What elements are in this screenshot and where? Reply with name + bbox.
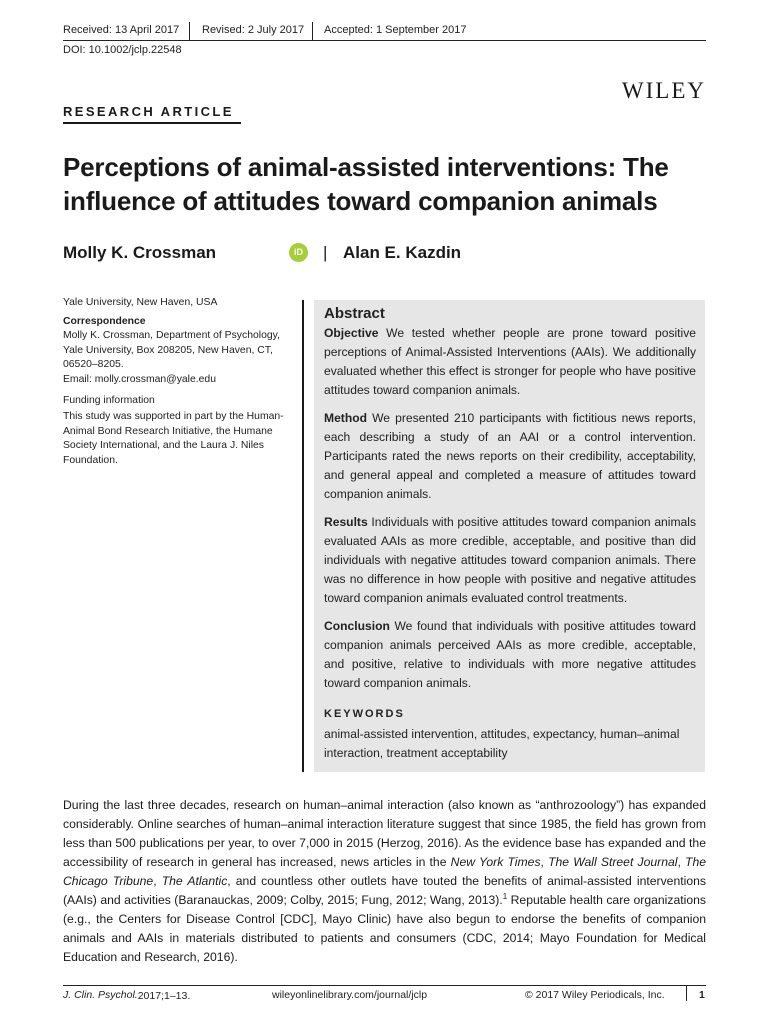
body-text: ,: [540, 855, 549, 869]
article-type-underline: [63, 122, 241, 124]
section-label: Conclusion: [324, 619, 390, 633]
citation-volume: 2017;1–13.: [137, 990, 191, 1002]
abstract-conclusion: [324, 617, 696, 693]
body-text: During the last three decades, research on human–animal interaction (also known as “anthrozoology”) has expanded considerably. Online searches of human–animal interaction literature suggest that since 1985, the field has grown from less than 500 publications per year, to over 7,000 in 2015 (Herzog, 2016). As the evidence base has expanded and the accessibility of research in general has increased, news articles in the: [63, 798, 706, 869]
section-text: We tested whether people are prone toward positive perceptions of Animal-Assisted Interventions (AAIs). We additionally evaluated whether this effect is stronger for people who have positive attitudes toward companion animals.: [324, 326, 696, 397]
newspaper-name: The Atlantic: [161, 874, 228, 888]
publisher-logo: WILEY: [621, 78, 706, 103]
accepted-date: Accepted: 1 September 2017: [324, 24, 467, 36]
abstract-box: [314, 300, 705, 772]
doi[interactable]: DOI: 10.1002/jclp.22548: [63, 44, 182, 56]
page-footer: [63, 988, 706, 1004]
abstract-results: [324, 513, 696, 608]
revised-date: Revised: 2 July 2017: [202, 24, 305, 36]
header-rule: [63, 40, 706, 41]
newspaper-name: The Chicago Tribune: [63, 855, 707, 888]
section-label: Objective: [324, 326, 379, 340]
section-label: Results: [324, 515, 368, 529]
body-text: , and countless other outlets have touted the benefits of animal-assisted interventions (AAIs) and activities (Baranauckas, 2009; Colby, 2015; Fung, 2012; Wang, 2013).: [63, 874, 706, 907]
journal-name: J. Clin. Psychol.: [63, 989, 138, 1001]
journal-url[interactable]: wileyonlinelibrary.com/journal/jclp: [272, 989, 428, 1001]
section-text: We presented 210 participants with fictitious news reports, each describing a study of an AAI or a control intervention. Participants rated the news reports on their credibility, acceptability, and general appeal and completed a measure of attitudes toward companion animals.: [324, 411, 696, 501]
keywords-list: animal-assisted intervention, attitudes, expectancy, human–animal interaction, treatment acceptability: [324, 727, 680, 760]
date-separator: [189, 22, 190, 41]
body-text: Reputable health care organizations (e.g., the Centers for Disease Control [CDC], Mayo Clinic) have also begun to endorse the benefits of companion animals and AAIs in materials distributed to patients and consumers (CDC, 2014; Mayo Foundation for Medical Education and Research, 2016).: [63, 893, 706, 964]
funding-heading: Funding information: [63, 394, 155, 406]
section-label: Method: [324, 411, 367, 425]
article-title: Perceptions of animal-assisted interventions: The influence of attitudes toward companion animals: [63, 152, 669, 216]
body-text: ,: [153, 874, 162, 888]
date-separator: [312, 22, 313, 41]
abstract-method: [324, 409, 696, 504]
footnote-marker[interactable]: 1: [502, 891, 508, 901]
abstract-heading: Abstract: [324, 305, 385, 322]
orcid-icon[interactable]: iD: [289, 243, 308, 262]
copyright: © 2017 Wiley Periodicals, Inc.: [525, 989, 665, 1001]
body-text: ,: [677, 855, 685, 869]
correspondence-heading: Correspondence: [63, 315, 146, 327]
affiliation: Yale University, New Haven, USA: [63, 297, 218, 308]
keywords-heading: KEYWORDS: [324, 708, 405, 720]
newspaper-name: The Wall Street Journal: [548, 855, 678, 869]
received-date: Received: 13 April 2017: [63, 24, 180, 36]
author-name[interactable]: Alan E. Kazdin: [343, 243, 462, 262]
publication-dates: [63, 22, 706, 40]
article-type: RESEARCH ARTICLE: [63, 104, 234, 119]
newspaper-name: New York Times: [450, 855, 541, 869]
abstract-divider: [302, 300, 304, 772]
affiliation-column: [63, 296, 291, 473]
correspondence-address: Molly K. Crossman, Department of Psychology, Yale University, Box 208205, New Haven, CT, 06520–8205.: [63, 330, 280, 371]
body-paragraph: [63, 796, 706, 967]
footer-separator: [686, 986, 687, 1001]
section-text: Individuals with positive attitudes toward companion animals evaluated AAIs as more credible, acceptable, and positive than did individuals with negative attitudes toward companion animals. There was no difference in how people with positive and negative attitudes toward companion animals evaluated control treatments.: [324, 515, 696, 605]
correspondence-email[interactable]: Email: molly.crossman@yale.edu: [63, 373, 216, 385]
author-separator: |: [323, 243, 328, 262]
abstract-objective: [324, 324, 696, 400]
author-name[interactable]: Molly K. Crossman: [63, 243, 217, 262]
footer-rule: [63, 985, 706, 986]
section-text: We found that individuals with positive attitudes toward companion animals perceived AAIs as more credible, acceptable, and positive, relative to individuals with more negative attitudes toward companion animals.: [324, 619, 696, 690]
page-number: 1: [699, 989, 705, 1001]
journal-citation: [63, 989, 191, 1002]
funding-text: This study was supported in part by the Human-Animal Bond Research Initiative, the Humane Society International, and the Laura J. Niles Foundation.: [63, 411, 284, 466]
